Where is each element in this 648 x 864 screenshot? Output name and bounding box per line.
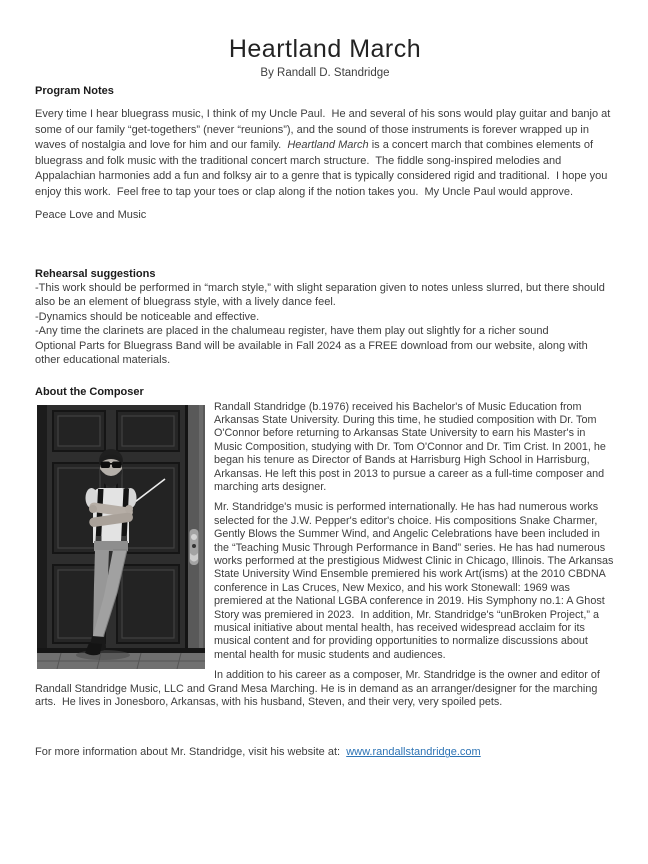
- signoff: Peace Love and Music: [35, 209, 147, 221]
- composer-section: [35, 385, 615, 710]
- composer-paragraph: In addition to his career as a composer, Mr. Standridge is the owner and editor of Randall Standridge Music, LLC and Grand Mesa Marching. He is in demand as an arranger/designer for the marching arts. He lives in Jonesboro, Arkansas, with his husband, Steven, and their very, very spoiled pets.: [35, 669, 603, 709]
- website-line-text: For more information about Mr. Standridge, visit his website at:: [35, 746, 347, 759]
- program-notes-text-before: Every time I hear bluegrass music, I think of my Uncle Paul. He and several of his sons would play guitar and banjo at some of our family “get-togethers” (never “reunions”), and the sound of those instruments is forever wrapped up in waves of nostalgia and love for him and our family.: [35, 108, 614, 151]
- website-line: [35, 745, 615, 760]
- rehearsal-section: [35, 267, 615, 368]
- rehearsal-item: -Any time the clarinets are placed in the chalumeau register, have them play out slightly for a richer sound: [35, 325, 549, 337]
- composer-paragraph: Mr. Standridge's music is performed internationally. He has had numerous works selected for the J.W. Pepper's editor's choice. His compositions Snake Charmer, Gently Blows the Summer Wind, and Angelic Celebrations have been included in the “Teaching Music Through Performance in Band” series. He has had numerous works performed at the prestigious Midwest Clinic in Chicago, Illinois. The Arkansas State University Wind Ensemble premiered his work Art(isms) at the 2010 CBDNA conference in Las Cruces, New Mexico, and his work Stonewall: 1969 was premiered at the National LGBA conference in 2019. His Symphony no.1: A Ghost Story was premiered in 2023. In addition, Mr. Standridge's “unBroken Project,” a musical initiative about mental health, has received widespread acclaim for its musical content and for providing opportunities to normalize discussions about mental health for music students and audiences.: [214, 501, 617, 661]
- sunglasses: [101, 461, 111, 468]
- website-link[interactable]: www.randallstandridge.com: [346, 746, 481, 759]
- program-notes-section: [35, 84, 615, 224]
- page-title: Heartland March: [228, 35, 422, 63]
- figure-shadow: [76, 650, 130, 660]
- composer-bio: [35, 401, 615, 710]
- byline: By Randall D. Standridge: [260, 67, 390, 79]
- program-notes-heading: Program Notes: [35, 85, 114, 97]
- composer-heading: About the Composer: [35, 385, 144, 398]
- composer-paragraph: Randall Standridge (b.1976) received his Bachelor's of Music Education from Arkansas State University. During this time, he studied composition with Dr. Tom O'Connor before returning to Arkansas State University to earn his Master's in Music Composition, studying with Dr. Tom O'Connor and Dr. Tim Crist. In 2001, he began his tenure as Director of Bands at Harrisburg High School in Harrisburg, Arkansas. He left this post in 2013 to pursue a career as a full-time composer and marching arts designer.: [214, 400, 609, 493]
- composer-photo: [37, 405, 205, 669]
- program-notes-paragraph: [35, 107, 615, 200]
- work-title-italic: Heartland March: [287, 139, 369, 151]
- rehearsal-item: Optional Parts for Bluegrass Band will be available in Fall 2024 as a FREE download from our website, along with other educational materials.: [35, 339, 591, 366]
- rehearsal-heading: Rehearsal suggestions: [35, 267, 156, 280]
- program-notes-text-after: is a concert march that combines elements of bluegrass and folk music with the traditional concert march structure. The fiddle song-inspired melodies and Appalachian harmonies add a fun and folksy air to a genre that is typically considered rigid and traditional. I hope you enjoy this work. Feel free to tap your toes or clap along if the notion takes you. My Uncle Paul would approve.: [35, 139, 611, 198]
- rehearsal-item: -Dynamics should be noticeable and effective.: [35, 310, 260, 323]
- rehearsal-item: -This work should be performed in “march style,” with slight separation given to notes unless slurred, but there should also be an element of bluegrass style, with a lively dance feel.: [35, 281, 608, 308]
